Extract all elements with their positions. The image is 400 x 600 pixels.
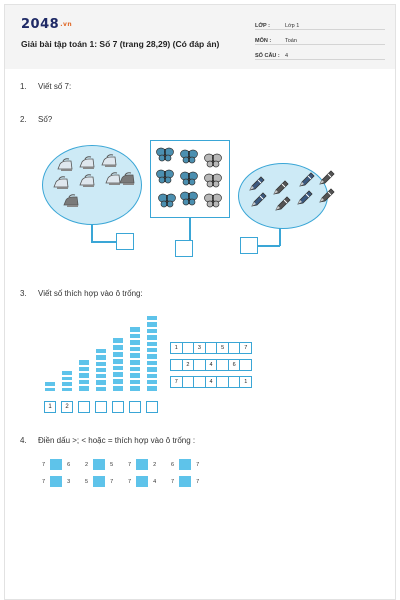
comparison-item xyxy=(171,459,199,470)
question-2 xyxy=(20,115,52,124)
meta-key: MÔN : xyxy=(255,38,272,44)
pen-icon xyxy=(272,180,290,196)
sequence-cell[interactable] xyxy=(239,360,251,370)
sequence-cell[interactable]: 6 xyxy=(228,360,240,370)
bar-cell xyxy=(112,351,124,358)
bar-cell xyxy=(78,379,90,386)
sequence-cell[interactable]: 4 xyxy=(205,377,217,387)
iron-icon xyxy=(100,154,118,170)
sequence-cell[interactable]: 4 xyxy=(205,360,217,370)
stair-bar xyxy=(61,370,73,392)
butterfly-icon xyxy=(204,192,222,208)
right-number: 7 xyxy=(196,478,200,485)
count-box[interactable] xyxy=(112,401,124,413)
sequence-cell[interactable] xyxy=(193,377,205,387)
sign-box[interactable] xyxy=(50,476,62,487)
count-box[interactable] xyxy=(78,401,90,413)
butterfly-icon xyxy=(204,172,222,188)
comparison-item xyxy=(42,476,70,487)
sequence-cell[interactable] xyxy=(205,343,217,353)
logo-tld: .vn xyxy=(60,21,73,28)
sign-box[interactable] xyxy=(50,459,62,470)
bar-cell xyxy=(112,337,124,344)
connector-line xyxy=(258,245,280,247)
bar-cell xyxy=(129,372,141,379)
question-4 xyxy=(20,436,195,445)
iron-icon xyxy=(118,172,136,188)
count-box[interactable] xyxy=(129,401,141,413)
bar-cell xyxy=(129,385,141,392)
bar-cell xyxy=(129,359,141,366)
left-number: 7 xyxy=(128,461,132,468)
bar-cell xyxy=(78,385,90,392)
count-box[interactable]: 2 xyxy=(61,401,73,413)
bar-cell xyxy=(78,366,90,373)
butterfly-icon xyxy=(156,168,174,184)
sequence-cell[interactable]: 3 xyxy=(193,343,205,353)
comparison-item xyxy=(85,476,113,487)
comparison-item xyxy=(85,459,113,470)
meta-row-grade xyxy=(255,17,385,30)
left-number: 5 xyxy=(85,478,89,485)
left-number: 7 xyxy=(171,478,175,485)
right-number: 2 xyxy=(153,461,157,468)
stair-bar xyxy=(146,315,158,392)
stair-bar xyxy=(78,359,90,392)
logo-text: 2048 xyxy=(21,17,60,32)
question-3 xyxy=(20,289,143,298)
bar-cell xyxy=(146,385,158,391)
butterfly-icon xyxy=(158,192,176,208)
meta-key: SỐ CÂU : xyxy=(255,53,280,59)
connector-line xyxy=(91,224,93,242)
comparison-item xyxy=(42,459,70,470)
connector-line xyxy=(189,218,191,240)
bar-cell xyxy=(112,358,124,365)
connector-line xyxy=(279,228,281,246)
left-number: 7 xyxy=(128,478,132,485)
bar-cell xyxy=(78,359,90,366)
sequence-cell[interactable] xyxy=(216,377,228,387)
butterfly-icon xyxy=(180,170,198,186)
question-number: 3. xyxy=(20,289,27,298)
iron-icon xyxy=(56,158,74,174)
sequence-cell[interactable] xyxy=(193,360,205,370)
sequence-cell[interactable] xyxy=(182,343,194,353)
bar-cell xyxy=(129,352,141,359)
butterfly-icon xyxy=(156,146,174,162)
question-text: Điền dấu >; < hoặc = thích hợp vào ô trống : xyxy=(38,436,196,445)
sign-box[interactable] xyxy=(179,459,191,470)
left-number: 2 xyxy=(85,461,89,468)
bar-cell xyxy=(44,387,56,393)
right-number: 3 xyxy=(67,478,71,485)
bar-cell xyxy=(129,379,141,386)
bar-cell xyxy=(112,385,124,392)
bar-cell xyxy=(129,346,141,353)
worksheet-header xyxy=(5,5,395,69)
bar-cell xyxy=(112,365,124,372)
comparison-item xyxy=(128,476,156,487)
sign-box[interactable] xyxy=(93,476,105,487)
bar-cell xyxy=(112,378,124,385)
sign-box[interactable] xyxy=(93,459,105,470)
sign-box[interactable] xyxy=(179,476,191,487)
meta-value: Lớp 1 xyxy=(285,23,300,29)
pen-icon xyxy=(248,176,266,192)
bar-cell xyxy=(129,333,141,340)
meta-row-subject xyxy=(255,32,385,45)
meta-row-count xyxy=(255,47,385,60)
sign-box[interactable] xyxy=(136,459,148,470)
bar-cell xyxy=(129,366,141,373)
bar-cell xyxy=(78,372,90,379)
left-number: 7 xyxy=(42,461,46,468)
count-box[interactable]: 1 xyxy=(44,401,56,413)
question-number: 4. xyxy=(20,436,27,445)
stair-bar xyxy=(95,348,107,392)
meta-value: Toán xyxy=(285,38,297,44)
question-1 xyxy=(20,82,71,91)
stair-bar xyxy=(129,326,141,392)
iron-icon xyxy=(52,176,70,192)
answer-box-pens[interactable] xyxy=(240,237,258,254)
sign-box[interactable] xyxy=(136,476,148,487)
connector-line xyxy=(91,241,116,243)
meta-value: 4 xyxy=(285,53,289,59)
butterfly-icon xyxy=(204,152,222,168)
sequence-cell[interactable]: 7 xyxy=(174,379,178,385)
meta-table xyxy=(255,17,385,62)
left-number: 7 xyxy=(42,478,46,485)
meta-key: LỚP : xyxy=(255,23,270,29)
stair-bar xyxy=(112,337,124,392)
stair-bar xyxy=(44,381,56,392)
pen-icon xyxy=(296,190,314,206)
iron-icon xyxy=(78,174,96,190)
site-logo[interactable] xyxy=(21,17,72,32)
sequence-cell[interactable] xyxy=(216,360,228,370)
sequence-cell[interactable] xyxy=(228,343,240,353)
question-text: Viết số thích hợp vào ô trống: xyxy=(38,289,143,298)
pen-icon xyxy=(318,188,336,204)
right-number: 5 xyxy=(110,461,114,468)
sequence-cell[interactable] xyxy=(171,360,182,370)
sequence-cell[interactable]: 5 xyxy=(216,343,228,353)
butterfly-icon xyxy=(180,148,198,164)
sequence-cell[interactable] xyxy=(228,377,240,387)
answer-box-irons[interactable] xyxy=(116,233,134,250)
page-title: Giải bài tập toán 1: Số 7 (trang 28,29) (Có đáp án) xyxy=(21,39,220,49)
butterfly-icon xyxy=(180,190,198,206)
sequence-row xyxy=(170,376,252,388)
right-number: 7 xyxy=(196,461,200,468)
sequence-cell[interactable]: 7 xyxy=(239,343,251,353)
right-number: 4 xyxy=(153,478,157,485)
bar-cell xyxy=(129,339,141,346)
count-box[interactable] xyxy=(146,401,158,413)
sequence-row xyxy=(170,342,252,354)
iron-icon xyxy=(62,194,80,210)
question-number: 1. xyxy=(20,82,27,91)
comparison-item xyxy=(171,476,199,487)
bar-cell xyxy=(112,371,124,378)
left-number: 6 xyxy=(171,461,175,468)
question-text: Viết số 7: xyxy=(38,82,72,91)
sequence-row xyxy=(170,359,252,371)
bar-cell xyxy=(61,387,73,393)
question-number: 2. xyxy=(20,115,27,124)
pen-icon xyxy=(318,170,336,186)
pen-icon xyxy=(274,196,292,212)
comparison-item xyxy=(128,459,156,470)
sequence-cell[interactable] xyxy=(182,377,194,387)
sequence-cell[interactable]: 1 xyxy=(239,377,251,387)
pen-icon xyxy=(298,172,316,188)
question-text: Số? xyxy=(38,115,53,124)
sequence-cell[interactable]: 1 xyxy=(174,345,178,351)
pen-icon xyxy=(250,192,268,208)
right-number: 7 xyxy=(110,478,114,485)
count-box[interactable] xyxy=(95,401,107,413)
iron-icon xyxy=(78,156,96,172)
worksheet-page xyxy=(4,4,396,600)
sequence-cell[interactable]: 2 xyxy=(182,360,194,370)
bar-cell xyxy=(129,326,141,333)
answer-box-butterflies[interactable] xyxy=(175,240,193,257)
bar-cell xyxy=(112,344,124,351)
right-number: 6 xyxy=(67,461,71,468)
bar-cell xyxy=(95,386,107,392)
